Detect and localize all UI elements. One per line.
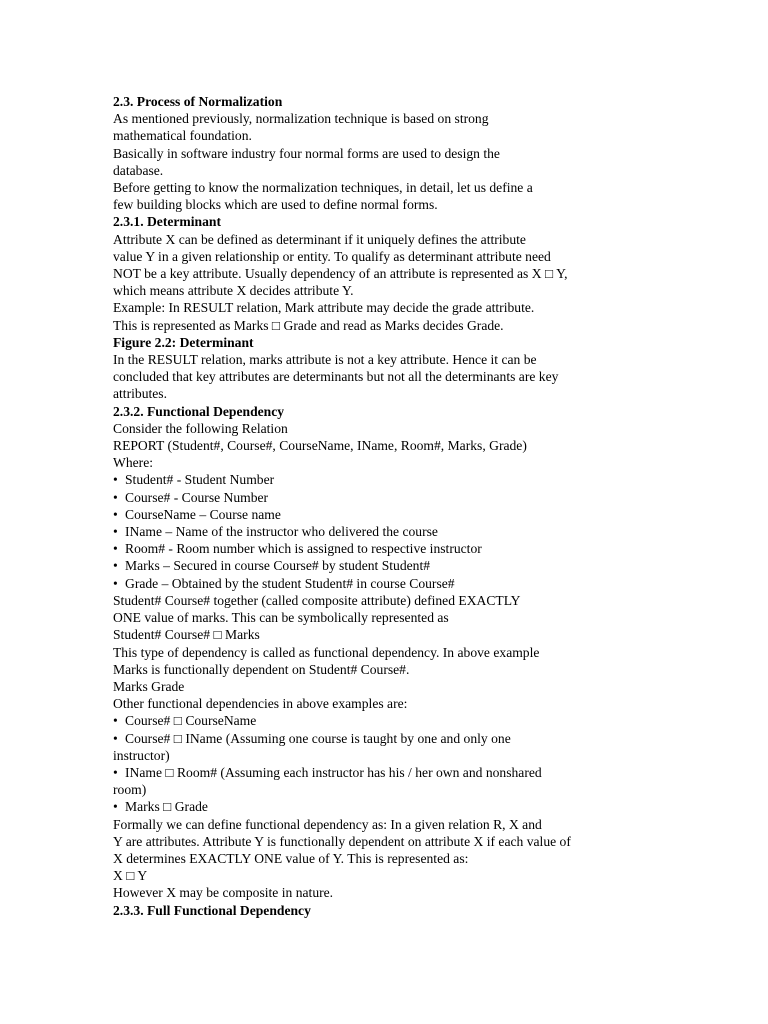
- bullet-text: Marks – Secured in course Course# by student Student#: [125, 558, 431, 574]
- paragraph-line: concluded that key attributes are determinants but not all the determinants are key: [113, 369, 559, 385]
- bullet-text: Course# - Course Number: [125, 489, 269, 505]
- bullet-item: [113, 506, 633, 523]
- bullet-item: [113, 471, 633, 488]
- bullet-icon: •: [113, 799, 118, 815]
- paragraph-line: X □ Y: [113, 868, 148, 884]
- bullet-item: [113, 540, 633, 557]
- paragraph-line: Basically in software industry four normal forms are used to design the: [113, 145, 500, 161]
- paragraph-line: Y are attributes. Attribute Y is functionally dependent on attribute X if each value of: [113, 833, 571, 849]
- bullet-icon: •: [113, 558, 118, 574]
- bullet-item: [113, 798, 633, 815]
- paragraph-line: Before getting to know the normalization techniques, in detail, let us define a: [113, 180, 533, 196]
- paragraph-line: REPORT (Student#, Course#, CourseName, IName, Room#, Marks, Grade): [113, 438, 527, 454]
- paragraph-line: Marks Grade: [113, 678, 185, 694]
- paragraph-line: This is represented as Marks □ Grade and read as Marks decides Grade.: [113, 317, 504, 333]
- bullet-icon: •: [113, 713, 118, 729]
- paragraph-line: Student# Course# □ Marks: [113, 627, 260, 643]
- bullet-item: [113, 712, 633, 729]
- paragraph-line: NOT be a key attribute. Usually dependency of an attribute is represented as X □ Y,: [113, 266, 568, 282]
- document-page: [113, 93, 633, 919]
- paragraph-line: which means attribute X decides attribute Y.: [113, 283, 354, 299]
- paragraph-line: However X may be composite in nature.: [113, 885, 334, 901]
- paragraph-line: Formally we can define functional dependency as: In a given relation R, X and: [113, 816, 542, 832]
- bullet-icon: •: [113, 764, 118, 780]
- section-heading: Figure 2.2: Determinant: [113, 334, 254, 350]
- bullet-text: Course# □ IName (Assuming one course is taught by one and only one: [125, 730, 511, 746]
- paragraph-line: Attribute X can be defined as determinant if it uniquely defines the attribute: [113, 231, 526, 247]
- bullet-text: IName – Name of the instructor who delivered the course: [125, 524, 438, 540]
- bullet-icon: •: [113, 541, 118, 557]
- bullet-text: IName □ Room# (Assuming each instructor has his / her own and nonshared: [125, 764, 542, 780]
- paragraph-line: database.: [113, 162, 164, 178]
- paragraph-line: mathematical foundation.: [113, 128, 252, 144]
- paragraph-line: Where:: [113, 455, 153, 471]
- paragraph-line: few building blocks which are used to define normal forms.: [113, 197, 438, 213]
- bullet-item: [113, 575, 633, 592]
- paragraph-line: room): [113, 782, 147, 798]
- paragraph-line: This type of dependency is called as functional dependency. In above example: [113, 644, 540, 660]
- bullet-icon: •: [113, 489, 118, 505]
- paragraph-line: Consider the following Relation: [113, 420, 288, 436]
- bullet-text: Grade – Obtained by the student Student# in course Course#: [125, 575, 455, 591]
- bullet-text: Student# - Student Number: [125, 472, 275, 488]
- paragraph-line: instructor): [113, 747, 170, 763]
- paragraph-line: ONE value of marks. This can be symbolically represented as: [113, 610, 449, 626]
- paragraph-line: Student# Course# together (called composite attribute) defined EXACTLY: [113, 592, 521, 608]
- paragraph-line: As mentioned previously, normalization technique is based on strong: [113, 111, 489, 127]
- bullet-text: Marks □ Grade: [125, 799, 208, 815]
- section-heading: 2.3.1. Determinant: [113, 214, 221, 230]
- paragraph-line: Example: In RESULT relation, Mark attribute may decide the grade attribute.: [113, 300, 535, 316]
- section-heading: 2.3. Process of Normalization: [113, 94, 283, 109]
- bullet-item: [113, 764, 633, 781]
- section-heading: 2.3.2. Functional Dependency: [113, 403, 285, 419]
- paragraph-line: Marks is functionally dependent on Student# Course#.: [113, 661, 410, 677]
- bullet-item: [113, 557, 633, 574]
- bullet-icon: •: [113, 524, 118, 540]
- bullet-icon: •: [113, 506, 118, 522]
- section-heading: 2.3.3. Full Functional Dependency: [113, 902, 311, 918]
- paragraph-line: In the RESULT relation, marks attribute is not a key attribute. Hence it can be: [113, 352, 537, 368]
- paragraph-line: Other functional dependencies in above examples are:: [113, 696, 408, 712]
- bullet-item: [113, 489, 633, 506]
- bullet-icon: •: [113, 730, 118, 746]
- bullet-text: Room# - Room number which is assigned to respective instructor: [125, 541, 482, 557]
- paragraph-line: value Y in a given relationship or entity. To qualify as determinant attribute need: [113, 248, 551, 264]
- paragraph-line: X determines EXACTLY ONE value of Y. This is represented as:: [113, 850, 469, 866]
- bullet-icon: •: [113, 575, 118, 591]
- bullet-item: [113, 523, 633, 540]
- bullet-icon: •: [113, 472, 118, 488]
- bullet-item: [113, 730, 633, 747]
- bullet-text: CourseName – Course name: [125, 506, 281, 522]
- paragraph-line: attributes.: [113, 386, 167, 402]
- bullet-text: Course# □ CourseName: [125, 713, 257, 729]
